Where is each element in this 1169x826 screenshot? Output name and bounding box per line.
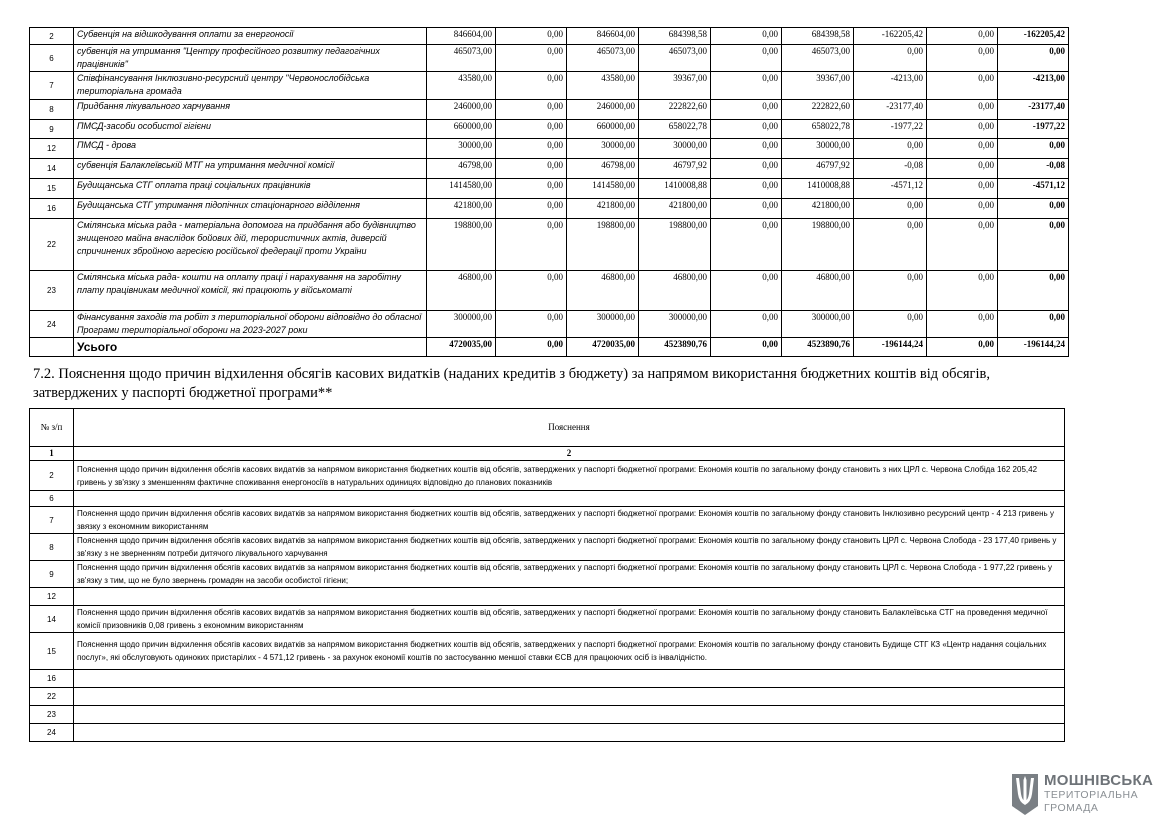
row-value: 0,00 [927,72,998,100]
explanation-text [74,688,1065,706]
explanation-text: Пояснення щодо причин відхилення обсягів касових видатків за напрямом використання бюджетних коштів від обсягів, затверджених у паспорті бюджетної програми: Економія коштів по загальному фонду становить ЦРЛ с. Червона Слобода - 23 177,40 гривень у зв'язку з не зверненням потреби дитячого лікувального харчування [74,534,1065,561]
row-name: Субвенція на відшкодування оплати за енергоносії [74,28,427,45]
row-value: 0,00 [998,199,1069,219]
row-value: -23177,40 [854,100,927,120]
row-value: 0,00 [854,219,927,271]
row-value: 0,00 [854,199,927,219]
row-value: 0,00 [927,199,998,219]
row-value: 0,00 [927,120,998,139]
row-number: 24 [30,311,74,338]
row-name: субвенція на утримання "Центру професійного розвитку педагогічних працівників" [74,45,427,72]
community-logo [1010,772,1160,818]
total-blank [30,338,74,357]
row-value: 0,00 [496,120,567,139]
expenditure-table [29,27,1069,357]
row-value: 0,00 [711,45,782,72]
row-value: 198800,00 [782,219,854,271]
row-value: 0,00 [711,311,782,338]
row-value: 660000,00 [567,120,639,139]
row-value: 0,00 [927,179,998,199]
row-value: 0,00 [496,179,567,199]
row-value: 46798,00 [567,159,639,179]
row-name: Смілянська міська рада - матеріальна допомога на придбання або будівництво знищеного майна внаслідок бойових дій, терористичних актів, диверсій спричинених збройною агресією російської федерації проти України [74,219,427,271]
total-value: 0,00 [927,338,998,357]
explanation-row [30,534,1065,561]
row-value: 0,00 [927,311,998,338]
row-value: -0,08 [998,159,1069,179]
table-row [30,199,1069,219]
row-value: 43580,00 [567,72,639,100]
total-value: -196144,24 [998,338,1069,357]
row-value: 0,00 [496,311,567,338]
row-value: 0,00 [496,159,567,179]
row-value: 30000,00 [567,139,639,159]
row-value: 46800,00 [782,271,854,311]
row-value: 300000,00 [567,311,639,338]
explanation-text [74,724,1065,742]
explanation-row [30,633,1065,670]
row-value: 465073,00 [782,45,854,72]
row-value: 0,00 [711,219,782,271]
explanation-row [30,491,1065,507]
table-row [30,72,1069,100]
row-value: 0,00 [496,139,567,159]
row-name: ПМСД - дрова [74,139,427,159]
row-value: 0,00 [854,139,927,159]
row-value: 684398,58 [639,28,711,45]
row-value: -0,08 [854,159,927,179]
row-name: Будищанська СТГ оплата праці соціальних працівників [74,179,427,199]
row-value: 846604,00 [427,28,496,45]
row-value: 0,00 [711,72,782,100]
table-row [30,100,1069,120]
explanation-text [74,706,1065,724]
row-value: 0,00 [496,271,567,311]
explanation-number: 15 [30,633,74,670]
explanation-number: 9 [30,561,74,588]
trident-icon [1010,772,1040,816]
row-value: -4571,12 [998,179,1069,199]
row-value: 1410008,88 [782,179,854,199]
column-number-1: 1 [30,447,74,461]
total-value: -196144,24 [854,338,927,357]
total-value: 0,00 [496,338,567,357]
explanation-row [30,561,1065,588]
row-value: 0,00 [711,271,782,311]
row-name: ПМСД-засоби особистої гігієни [74,120,427,139]
row-number: 9 [30,120,74,139]
row-name: Смілянська міська рада- кошти на оплату праці і нарахування на заробітну плату працівникам медичної комісії, які працюють у військоматі [74,271,427,311]
table-row [30,219,1069,271]
row-value: 658022,78 [782,120,854,139]
row-value: 46797,92 [782,159,854,179]
table-row [30,271,1069,311]
row-value: 0,00 [927,139,998,159]
total-row [30,338,1069,357]
explanation-row [30,688,1065,706]
explanation-number: 7 [30,507,74,534]
row-value: 46800,00 [567,271,639,311]
row-value: 46797,92 [639,159,711,179]
row-value: 222822,60 [782,100,854,120]
row-value: 658022,78 [639,120,711,139]
row-value: 0,00 [496,199,567,219]
row-value: 1410008,88 [639,179,711,199]
total-value: 4720035,00 [567,338,639,357]
explanation-text: Пояснення щодо причин відхилення обсягів касових видатків за напрямом використання бюджетних коштів від обсягів, затверджених у паспорті бюджетної програми: Економія коштів по загальному фонду становить ЦРЛ с. Червона Слобода - 1 977,22 гривень у зв'язку з тим, що не було звернень громадян на засоби особистої гігієни; [74,561,1065,588]
row-value: 30000,00 [782,139,854,159]
row-value: 421800,00 [782,199,854,219]
explanation-text: Пояснення щодо причин відхилення обсягів касових видатків за напрямом використання бюджетних коштів від обсягів, затверджених у паспорті бюджетної програми: Економія коштів по загальному фонду становить Інклюзивно ресурсний центр - 4 213 гривень у звязку з економним використанням [74,507,1065,534]
explanation-row [30,670,1065,688]
explanation-number: 14 [30,606,74,633]
row-value: 46800,00 [639,271,711,311]
row-value: 0,00 [927,45,998,72]
row-value: 0,00 [998,311,1069,338]
explanation-number: 24 [30,724,74,742]
row-number: 23 [30,271,74,311]
row-value: 0,00 [998,219,1069,271]
row-number: 22 [30,219,74,271]
explanation-number: 16 [30,670,74,688]
row-value: 0,00 [496,45,567,72]
explanation-text [74,491,1065,507]
row-value: 0,00 [496,100,567,120]
row-value: 46798,00 [427,159,496,179]
row-name: Фінансування заходів та робіт з територіальної оборони відповідно до обласної Програми територіальної оборони на 2023-2027 роки [74,311,427,338]
table-row [30,179,1069,199]
explanation-text: Пояснення щодо причин відхилення обсягів касових видатків за напрямом використання бюджетних коштів від обсягів, затверджених у паспорті бюджетної програми: Економія коштів по загальному фонду становить Балаклеївська СТГ на проведення медичної комісії призовників 0,08 гривень з економним використанням [74,606,1065,633]
explanation-row [30,588,1065,606]
row-value: 0,00 [711,199,782,219]
row-value: -162205,42 [854,28,927,45]
explanation-number: 8 [30,534,74,561]
table-row [30,28,1069,45]
explanation-number: 6 [30,491,74,507]
row-value: -1977,22 [854,120,927,139]
row-value: 300000,00 [427,311,496,338]
row-value: -4213,00 [998,72,1069,100]
row-number: 8 [30,100,74,120]
row-value: 0,00 [998,271,1069,311]
row-number: 14 [30,159,74,179]
total-value: 4720035,00 [427,338,496,357]
row-value: 0,00 [496,219,567,271]
row-name: субвенція Балаклеївській МТГ на утримання медичної комісії [74,159,427,179]
row-value: 0,00 [711,120,782,139]
row-value: 0,00 [496,28,567,45]
row-value: 300000,00 [639,311,711,338]
row-value: 43580,00 [427,72,496,100]
row-number: 15 [30,179,74,199]
row-number: 7 [30,72,74,100]
row-number: 12 [30,139,74,159]
explanation-row [30,606,1065,633]
row-value: 0,00 [711,28,782,45]
explanation-number: 23 [30,706,74,724]
explanation-row [30,507,1065,534]
header-explanation: Пояснення [74,409,1065,447]
row-value: 300000,00 [782,311,854,338]
row-value: -4213,00 [854,72,927,100]
row-name: Придбання лікувального харчування [74,100,427,120]
row-value: 0,00 [927,219,998,271]
row-value: 1414580,00 [567,179,639,199]
logo-line-1: МОШНІВСЬКА [1044,772,1154,789]
row-value: 421800,00 [567,199,639,219]
table-row [30,120,1069,139]
row-value: 0,00 [496,72,567,100]
table-row [30,139,1069,159]
row-value: 465073,00 [427,45,496,72]
header-number: № з/п [30,409,74,447]
row-value: 222822,60 [639,100,711,120]
explanation-number: 22 [30,688,74,706]
row-value: 1414580,00 [427,179,496,199]
explanation-text: Пояснення щодо причин відхилення обсягів касових видатків за напрямом використання бюджетних коштів від обсягів, затверджених у паспорті бюджетної програми: Економія коштів по загальному фонду становить з них ЦРЛ с. Червона Слобіда 162 205,42 гривень у зв'язку з зменшенням фактичне споживання енергоносіїв в натуральних одиницях відповідно до планових показників [74,461,1065,491]
row-value: 0,00 [711,159,782,179]
row-value: 0,00 [854,271,927,311]
row-value: 0,00 [927,100,998,120]
row-value: 39367,00 [782,72,854,100]
row-value: 30000,00 [427,139,496,159]
row-value: 246000,00 [427,100,496,120]
row-value: 0,00 [711,139,782,159]
row-value: 198800,00 [567,219,639,271]
row-value: 0,00 [711,179,782,199]
explanation-row [30,724,1065,742]
explanation-text: Пояснення щодо причин відхилення обсягів касових видатків за напрямом використання бюджетних коштів від обсягів, затверджених у паспорті бюджетної програми: Економія коштів по загальному фонду становить Будище СТГ КЗ «Центр надання соціальних послуг», які обслуговують одиноких пристарілих - 4 571,12 гривень - за рахунок економії коштів по застосуванню меншої ставки ЄСВ для працюючих осіб із інвалідністю. [74,633,1065,670]
row-value: 846604,00 [567,28,639,45]
column-number-2: 2 [74,447,1065,461]
table-row [30,45,1069,72]
section-heading: 7.2. Пояснення щодо причин відхилення обсягів касових видатків (наданих кредитів з бюджету) за напрямом використання бюджетних коштів від обсягів, затверджених у паспорті бюджетної програми** [33,366,990,401]
explanation-text [74,588,1065,606]
row-value: 465073,00 [639,45,711,72]
explanation-row [30,461,1065,491]
explanation-number: 12 [30,588,74,606]
row-value: -1977,22 [998,120,1069,139]
row-value: 30000,00 [639,139,711,159]
row-value: -4571,12 [854,179,927,199]
row-name: Будищанська СТГ утримання підопічних стаціонарного відділення [74,199,427,219]
logo-line-2: ТЕРИТОРІАЛЬНА [1044,789,1139,801]
total-value: 4523890,76 [782,338,854,357]
row-value: 39367,00 [639,72,711,100]
row-value: 198800,00 [427,219,496,271]
total-value: 0,00 [711,338,782,357]
row-value: -23177,40 [998,100,1069,120]
row-value: 46800,00 [427,271,496,311]
explanation-text [74,670,1065,688]
row-value: 0,00 [927,159,998,179]
row-value: 0,00 [927,271,998,311]
row-value: 0,00 [998,139,1069,159]
total-label: Усього [74,338,427,357]
row-value: 0,00 [854,45,927,72]
row-value: 660000,00 [427,120,496,139]
row-value: 421800,00 [427,199,496,219]
row-value: -162205,42 [998,28,1069,45]
row-value: 684398,58 [782,28,854,45]
row-value: 0,00 [998,45,1069,72]
row-value: 246000,00 [567,100,639,120]
explanation-number: 2 [30,461,74,491]
row-value: 0,00 [927,28,998,45]
row-value: 465073,00 [567,45,639,72]
row-number: 6 [30,45,74,72]
table-row [30,159,1069,179]
row-value: 0,00 [854,311,927,338]
logo-line-3: ГРОМАДА [1044,802,1099,814]
explanation-table [29,408,1065,742]
explanation-row [30,706,1065,724]
row-number: 2 [30,28,74,45]
table-row [30,311,1069,338]
row-value: 0,00 [711,100,782,120]
row-value: 198800,00 [639,219,711,271]
total-value: 4523890,76 [639,338,711,357]
row-number: 16 [30,199,74,219]
row-value: 421800,00 [639,199,711,219]
row-name: Співфінансування Інклюзивно-ресурсний центру "Червонослобідська територіальна громада [74,72,427,100]
